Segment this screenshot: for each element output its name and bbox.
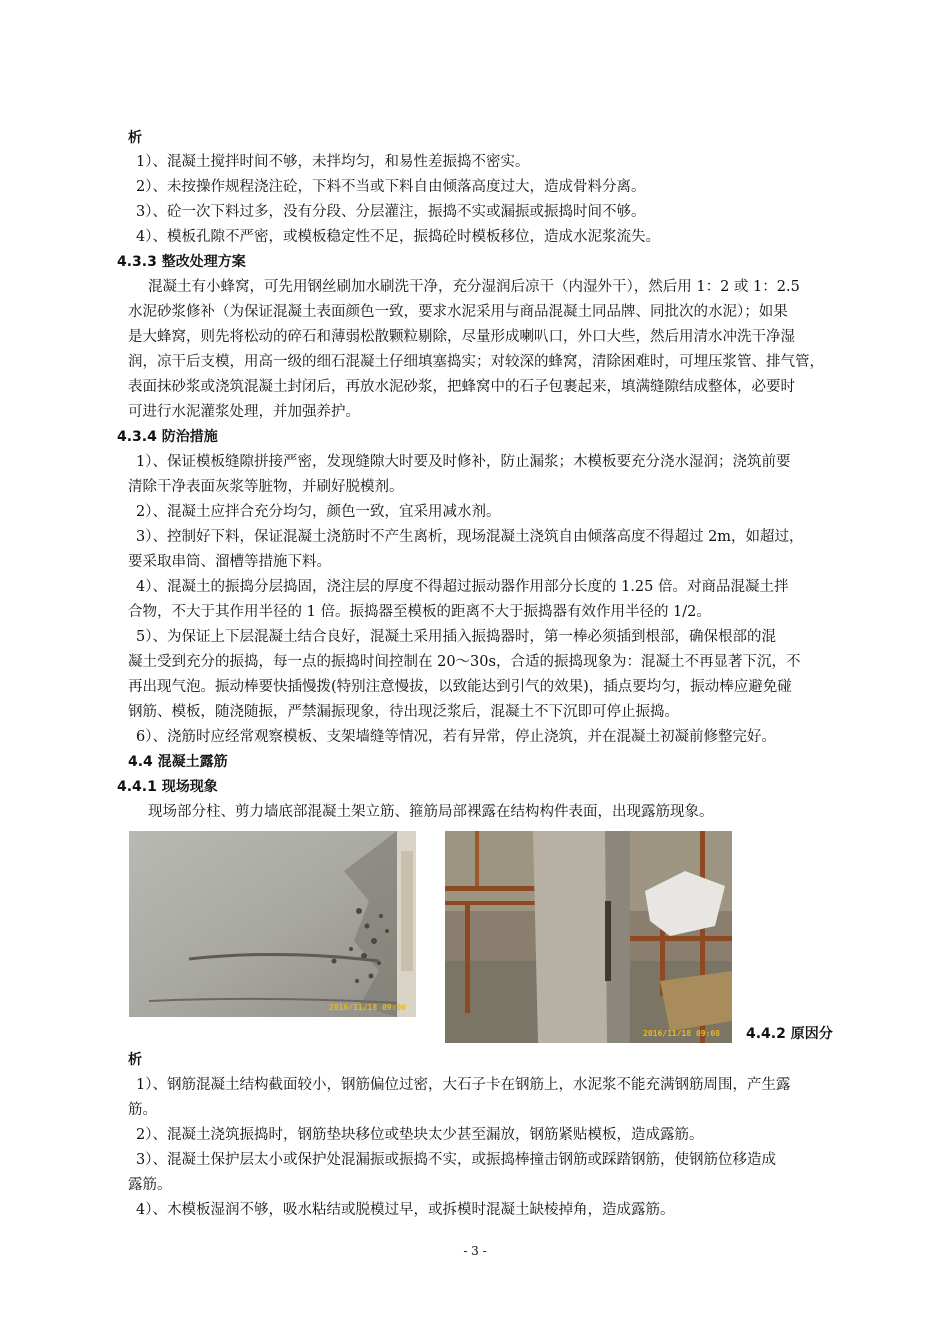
section-continuation: 析: [128, 1052, 142, 1068]
prevention-item: 6）、浇筋时应经常观察模板、支架墙缝等情况，若有异常，停止浇筑，并在混凝土初凝前修整完好。: [136, 729, 776, 745]
cause-item-2: 2）、未按操作规程浇注砼，下料不当或下料自由倾落高度过大，造成骨料分离。: [136, 179, 646, 195]
cause-item-1: 1）、混凝土搅拌时间不够，未拌均匀，和易性差振捣不密实。: [136, 154, 530, 170]
remedy-para-line: 水泥砂浆修补（为保证混凝土表面颜色一致，要求水泥采用与商品混凝土同品牌、同批次的水泥）；如果: [128, 304, 788, 320]
prevention-item: 3）、控制好下料，保证混凝土浇筋时不产生离析，现场混凝土浇筑自由倾落高度不得超过 2m，如超过，: [136, 529, 804, 545]
remedy-para-line: 表面抹砂浆或浇筑混凝土封闭后，再放水泥砂浆，把蜂窝中的石子包裹起来，填满缝隙结成整体，必要时: [128, 379, 795, 395]
prevention-item: 2）、混凝土应拌合充分均匀，颜色一致，宜采用减水剂。: [136, 504, 501, 520]
prevention-item-cont: 再出现气泡。振动棒要快插慢拨(特别注意慢拔，以致能达到引气的效果)，插点要均匀，振动棒应避免碰: [128, 679, 792, 695]
rebar-cause-item: 2）、混凝土浇筑振捣时，钢筋垫块移位或垫块太少甚至漏放，钢筋紧贴模板，造成露筋。: [136, 1127, 704, 1143]
photo-concrete-wall: [129, 831, 416, 1017]
prevention-item-cont: 合物，不大于其作用半径的 1 倍。振捣器至模板的距离不大于振捣器有效作用半径的 1/2。: [128, 604, 711, 620]
concrete-wall-image: [129, 831, 416, 1017]
column-base-image: [445, 831, 732, 1043]
prevention-item-cont: 钢筋、模板，随浇随振，严禁漏振现象，待出现泛浆后，混凝土不下沉即可停止振捣。: [128, 704, 679, 720]
page-number: - 3 -: [463, 1244, 487, 1258]
photo-column-base: [445, 831, 732, 1043]
heading-4-3-4: 4.3.4 防治措施: [117, 429, 218, 445]
remedy-para-line: 润，凉干后支模，用高一级的细石混凝土仔细填塞捣实；对较深的蜂窝，清除困难时，可埋压浆管、排气管，: [128, 354, 824, 370]
cause-item-3: 3）、砼一次下料过多，没有分段、分层灌注，振捣不实或漏振或振捣时间不够。: [136, 204, 646, 220]
remedy-para-line: 混凝土有小蜂窝，可先用钢丝刷加水刷洗干净，充分湿润后凉干（内湿外干），然后用 1：2 或 1：2.5: [148, 279, 800, 295]
rebar-cause-item: 4）、木模板湿润不够，吸水粘结或脱模过早，或拆模时混凝土缺棱掉角，造成露筋。: [136, 1202, 675, 1218]
heading-4-3-3: 4.3.3 整改处理方案: [117, 254, 246, 270]
section-continuation: 析: [128, 130, 142, 146]
heading-4-4-2: 4.4.2 原因分: [746, 1026, 833, 1042]
cause-item-4: 4）、模板孔隙不严密，或模板稳定性不足，振捣砼时模板移位，造成水泥浆流失。: [136, 229, 660, 245]
heading-4-4: 4.4 混凝土露筋: [128, 754, 228, 770]
rebar-cause-item: 3）、混凝土保护层太小或保护处混漏振或振捣不实，或振捣棒撞击钢筋或踩踏钢筋，使钢筋位移造成: [136, 1152, 776, 1168]
remedy-para-line: 是大蜂窝，则先将松动的碎石和薄弱松散颗粒剔除，尽量形成喇叭口，外口大些，然后用清水冲洗干净湿: [128, 329, 795, 345]
prevention-item: 5）、为保证上下层混凝土结合良好，混凝土采用插入振捣器时，第一棒必须插到根部，确保根部的混: [136, 629, 776, 645]
photo-timestamp: 2016/11/18 09:08: [643, 1029, 721, 1038]
prevention-item-cont: 清除干净表面灰浆等脏物，并刷好脱模剂。: [128, 479, 404, 495]
prevention-item-cont: 凝土受到充分的振捣，每一点的振捣时间控制在 20～30s，合适的振捣现象为：混凝土不再显著下沉，不: [128, 654, 801, 670]
photo-timestamp: 2016/11/18 09:06: [329, 1003, 407, 1012]
rebar-cause-item-cont: 筋。: [128, 1102, 157, 1118]
rebar-cause-item: 1）、钢筋混凝土结构截面较小，钢筋偏位过密，大石子卡在钢筋上，水泥浆不能充满钢筋周围，产生露: [136, 1077, 791, 1093]
prevention-item-cont: 要采取串筒、溜槽等措施下料。: [128, 554, 331, 570]
remedy-para-line: 可进行水泥灌浆处理，并加强养护。: [128, 404, 360, 420]
heading-4-4-1: 4.4.1 现场现象: [117, 779, 218, 795]
prevention-item: 1）、保证模板缝隙拼接严密，发现缝隙大时要及时修补，防止漏浆；木模板要充分浇水湿润；浇筑前要: [136, 454, 791, 470]
phenomenon-text: 现场部分柱、剪力墙底部混凝土架立筋、箍筋局部裸露在结构构件表面，出现露筋现象。: [148, 804, 714, 820]
rebar-cause-item-cont: 露筋。: [128, 1177, 172, 1193]
prevention-item: 4）、混凝土的振捣分层捣固，浇注层的厚度不得超过振动器作用部分长度的 1.25 倍。对商品混凝土拌: [136, 579, 789, 595]
